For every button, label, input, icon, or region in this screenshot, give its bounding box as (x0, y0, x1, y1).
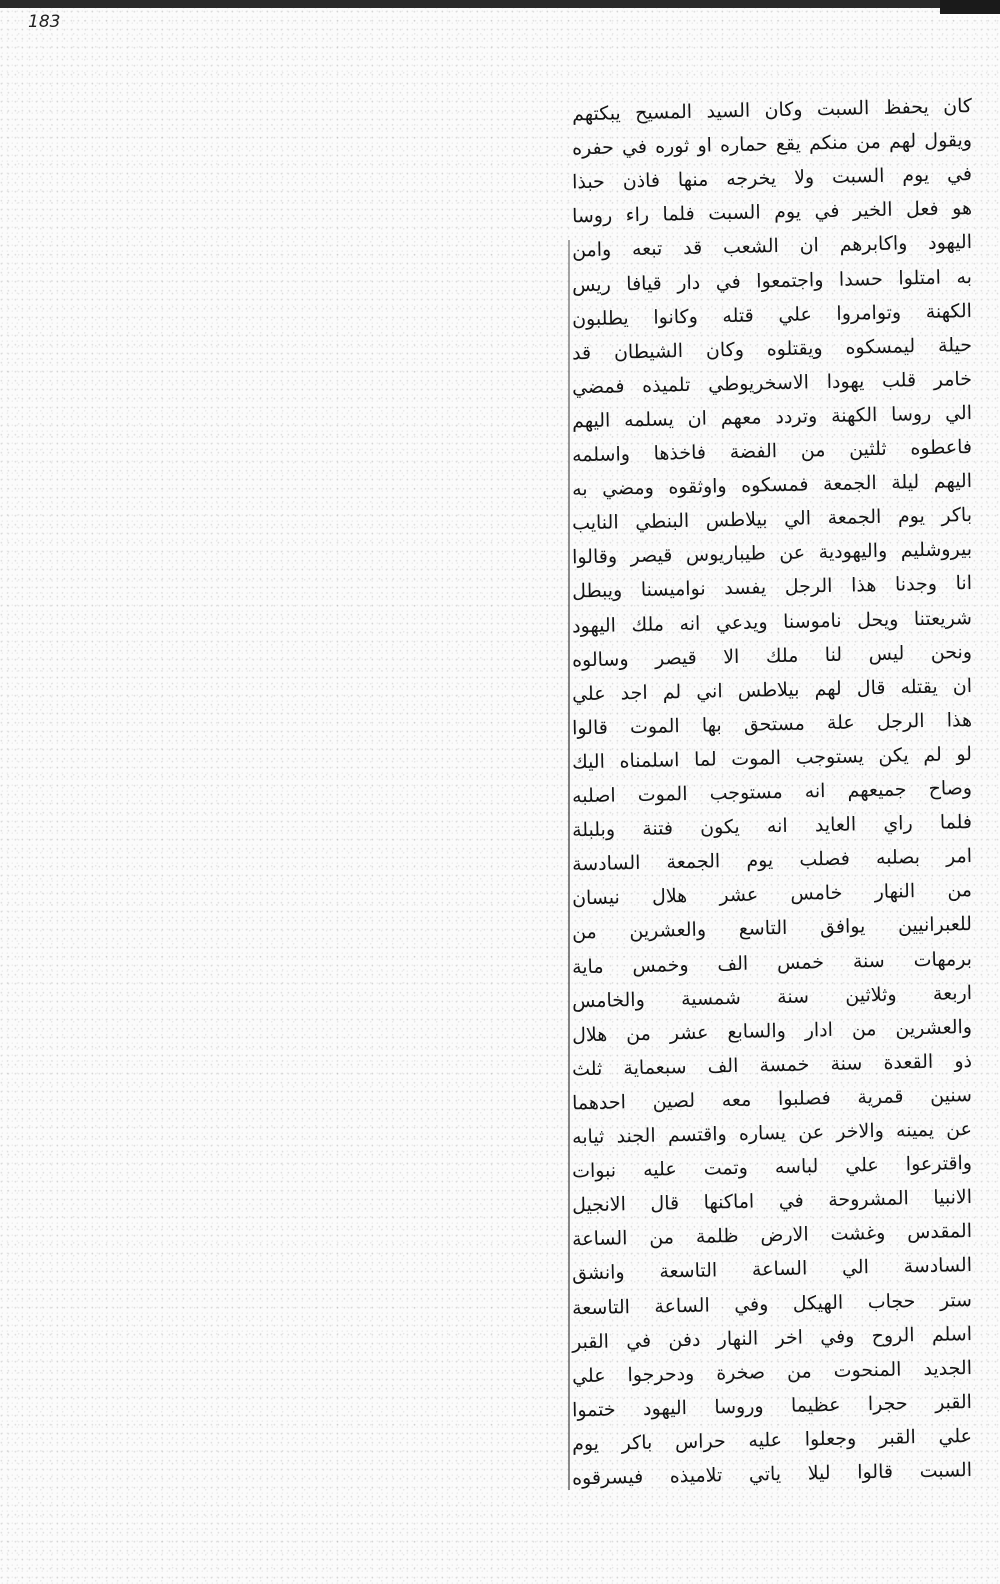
manuscript-line: برمهات سنة خمس الف وخمس ماية (571, 947, 973, 978)
manuscript-line: والعشرين من ادار والسابع عشر من هلال (571, 1015, 973, 1047)
manuscript-line: الي روسا الكهنة وتردد معهم ان يسلمه اليهم (571, 401, 973, 433)
manuscript-line: ونحن ليس لنا ملك الا قيصر وسالوه (571, 640, 973, 671)
manuscript-line: اليهود واكابرهم ان الشعب قد تبعه وامن (571, 231, 973, 262)
manuscript-text-column (568, 92, 972, 1492)
manuscript-line: فلما راي العايد انه يكون فتنة وبلبلة (571, 811, 973, 842)
manuscript-line: عن يمينه والاخر عن يساره واقتسم الجند ثيابه (571, 1118, 973, 1149)
manuscript-line: ذو القعدة سنة خمسة الف سبعماية ثلث (571, 1049, 973, 1081)
manuscript-line: واقترعوا علي لباسه وتمت عليه نبوات (571, 1152, 973, 1183)
manuscript-line: سنين قمرية فصلبوا معه لصين احدهما (571, 1083, 973, 1115)
manuscript-line: امر بصلبه فصلب يوم الجمعة السادسة (571, 845, 973, 876)
manuscript-line: علي القبر وجعلوا عليه حراس باكر يوم (571, 1424, 973, 1456)
manuscript-line: السبت قالوا ليلا ياتي تلاميذه فيسرقوه (571, 1459, 973, 1490)
manuscript-line: الانبيا المشروحة في اماكنها قال الانجيل (571, 1186, 973, 1217)
manuscript-line: من النهار خامس عشر هلال نيسان (571, 879, 973, 910)
manuscript-line: المقدس وغشت الارض ظلمة من الساعة (571, 1220, 973, 1251)
manuscript-line: انا وجدنا هذا الرجل يفسد نواميسنا ويبطل (571, 572, 973, 603)
manuscript-line: ستر حجاب الهيكل وفي الساعة التاسعة (571, 1288, 973, 1319)
manuscript-line: في يوم السبت ولا يخرجه منها فاذن حبذا (571, 163, 973, 194)
manuscript-line: السادسة الي الساعة التاسعة وانشق (571, 1254, 973, 1285)
manuscript-line: هذا الرجل علة مستحق بها الموت قالوا (571, 708, 973, 740)
manuscript-line: هو فعل الخير في يوم السبت فلما راء روسا (571, 197, 973, 228)
scan-top-edge (0, 0, 1000, 8)
manuscript-line: الجديد المنحوت من صخرة ودحرجوا علي (571, 1356, 973, 1388)
manuscript-line: القبر حجرا عظيما وروسا اليهود ختموا (571, 1390, 973, 1422)
manuscript-line: لو لم يكن يستوجب الموت لما اسلمناه اليك (571, 742, 973, 774)
scan-corner-mark (940, 0, 1000, 14)
manuscript-line: كان يحفظ السبت وكان السيد المسيح يبكتهم (571, 95, 973, 126)
manuscript-line: اربعة وثلاثين سنة شمسية والخامس (571, 981, 973, 1012)
manuscript-line: فاعطوه ثلثين من الفضة فاخذها واسلمه (571, 436, 973, 467)
manuscript-line: خامر قلب يهودا الاسخريوطي تلميذه فمضي (571, 367, 973, 399)
manuscript-line: وصاح جميعهم انه مستوجب الموت اصلبه (571, 777, 973, 808)
manuscript-line: بيروشليم واليهودية عن طيباريوس قيصر وقالوا (571, 538, 973, 569)
manuscript-line: ان يقتله قال لهم بيلاطس اني لم اجد علي (571, 674, 973, 706)
manuscript-line: باكر يوم الجمعة الي بيلاطس البنطي النايب (571, 504, 973, 535)
manuscript-line: شريعتنا ويحل ناموسنا ويدعي انه ملك اليهود (571, 606, 973, 637)
manuscript-line: الكهنة وتوامروا علي قتله وكانوا يطلبون (571, 299, 973, 330)
page-number: 183 (28, 12, 61, 32)
manuscript-line: اسلم الروح وفي اخر النهار دفن في القبر (571, 1322, 973, 1353)
manuscript-line: ويقول لهم من منكم يقع حماره او ثوره في حفره (571, 129, 973, 160)
manuscript-line: اليهم ليلة الجمعة فمسكوه واوثقوه ومضي به (571, 470, 973, 501)
manuscript-line: حيلة ليمسكوه ويقتلوه وكان الشيطان قد (571, 333, 973, 365)
manuscript-line: للعبرانيين يوافق التاسع والعشرين من (571, 913, 973, 944)
manuscript-line: به امتلوا حسدا واجتمعوا في دار قيافا ريس (571, 265, 973, 296)
